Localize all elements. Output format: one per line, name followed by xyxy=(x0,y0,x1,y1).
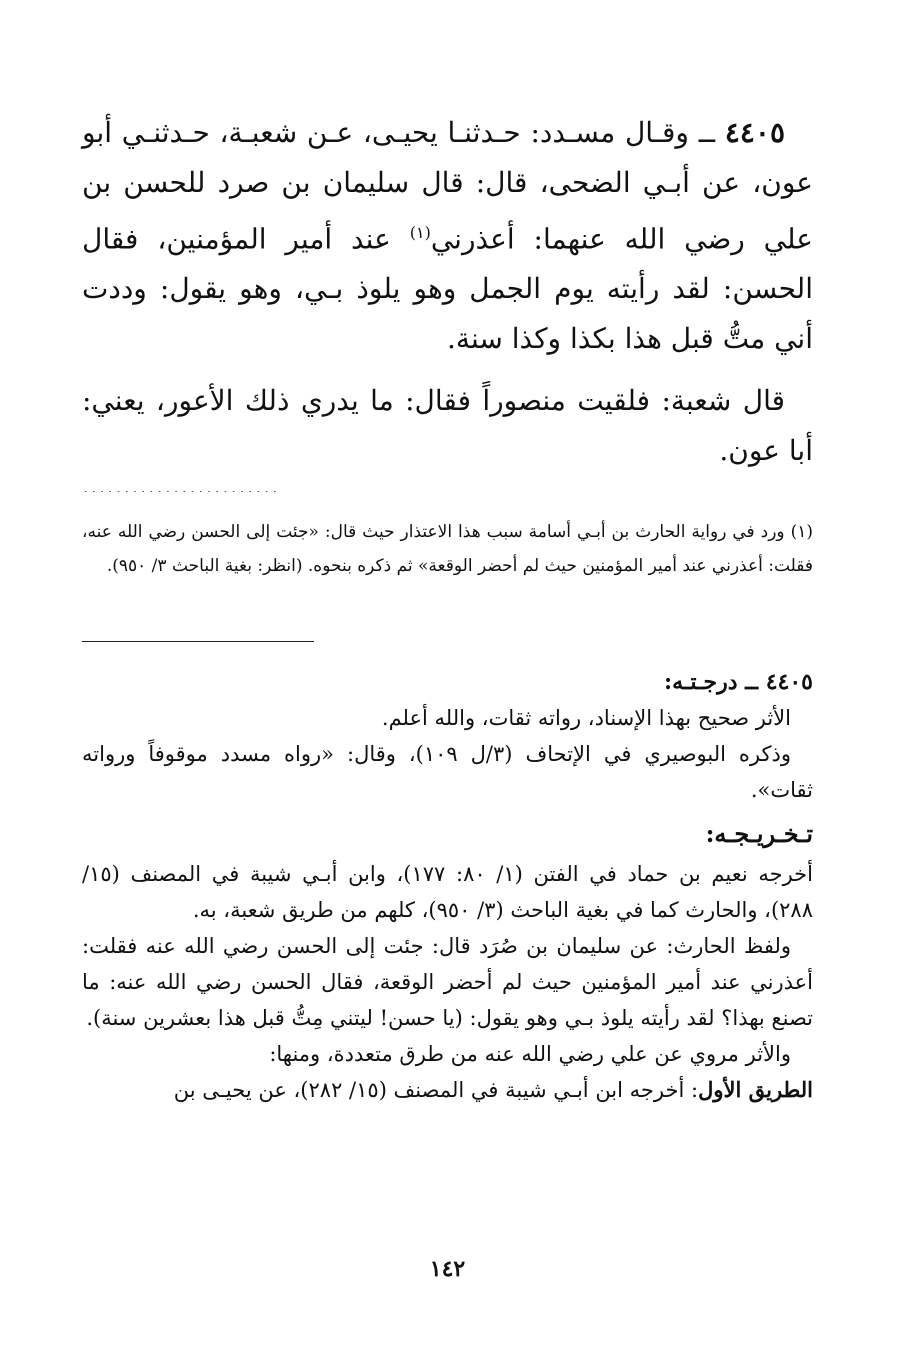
narration-paragraph xyxy=(82,108,813,364)
grade-heading: ٤٤٠٥ ــ درجـتـه: xyxy=(664,669,813,695)
busiri-text: وذكره البوصيري في الإتحاف (٣/ل ١٠٩)، وقال: «رواه مسدد موقوفاً ورواته ثقات». xyxy=(82,742,813,802)
first-route-label: الطريق الأول xyxy=(698,1077,813,1102)
narration-text: ــ وقـال مسـدد: حـدثنـا يحيـى، عـن شعبـة، حـدثنـي أبو عون، عن أبـي الضحى، قال: قال سليمان بن صرد للحسن بن علي رضي الله عنهما: أعذرني xyxy=(82,116,813,256)
harith-wording-paragraph: ولفظ الحارث: عن سليمان بن صُرَد قال: جئت إلى الحسن رضي الله عنه فقلت: أعذرني عند أمير المؤمنين حيث لم أحضر الوقعة، فقال الحسن رضي الله عنه: ما تصنع بهذا؟ لقد رأيته يلوذ بـي وهو يقول: (يا حسن! ليتني مِتُّ قبل هذا بعشرين سنة). xyxy=(82,934,813,1030)
footnote-reference: (١) xyxy=(409,223,431,242)
hadith-number: ٤٤٠٥ xyxy=(724,116,785,149)
first-route-text: : أخرجه ابن أبـي شيبة في المصنف (١٥/ ٢٨٢)، عن يحيـى بن xyxy=(173,1078,699,1102)
grade-text: الأثر صحيح بهذا الإسناد، رواته ثقات، والله أعلم. xyxy=(381,706,791,730)
footnote xyxy=(82,515,813,583)
other-routes-paragraph: والأثر مروي عن علي رضي الله عنه من طرق متعددة، ومنها: xyxy=(269,1042,791,1066)
section-divider xyxy=(82,641,314,642)
page-number: ١٤٢ xyxy=(429,1256,466,1282)
takhrij-paragraph: أخرجه نعيم بن حماد في الفتن (١/ ٨٠: ١٧٧)، وابن أبـي شيبة في المصنف (١٥/ ٢٨٨)، والحارث كما في بغية الباحث (٣/ ٩٥٠)، كلهم من طريق شعبة، به. xyxy=(82,862,813,922)
shuba-paragraph: قال شعبة: فلقيت منصوراً فقال: ما يدري ذلك الأعور، يعني: أبا عون. xyxy=(82,384,813,468)
footnote-separator-dots: ........................ xyxy=(82,482,280,492)
main-text xyxy=(82,108,813,476)
footnote-text: (١) ورد في رواية الحارث بن أبـي أسامة سبب هذا الاعتذار حيث قال: «جئت إلى الحسن رضي الله عنه، فقلت: أعذرني عند أمير المؤمنين حيث لم أحضر الوقعة» ثم ذكره بنحوه. (انظر: بغية الباحث ٣/ ٩٥٠). xyxy=(82,522,813,576)
takhrij-heading: تـخـريـجـه: xyxy=(705,819,813,848)
first-route-paragraph xyxy=(82,1072,813,1108)
narration-text-end: عند أمير المؤمنين، فقال الحسن: لقد رأيته يوم الجمل وهو يلوذ بـي، وهو يقول: وددت أني متُّ قبل هذا بكذا وكذا سنة. xyxy=(82,222,813,356)
commentary-section xyxy=(82,664,813,1108)
book-page xyxy=(82,0,813,1371)
